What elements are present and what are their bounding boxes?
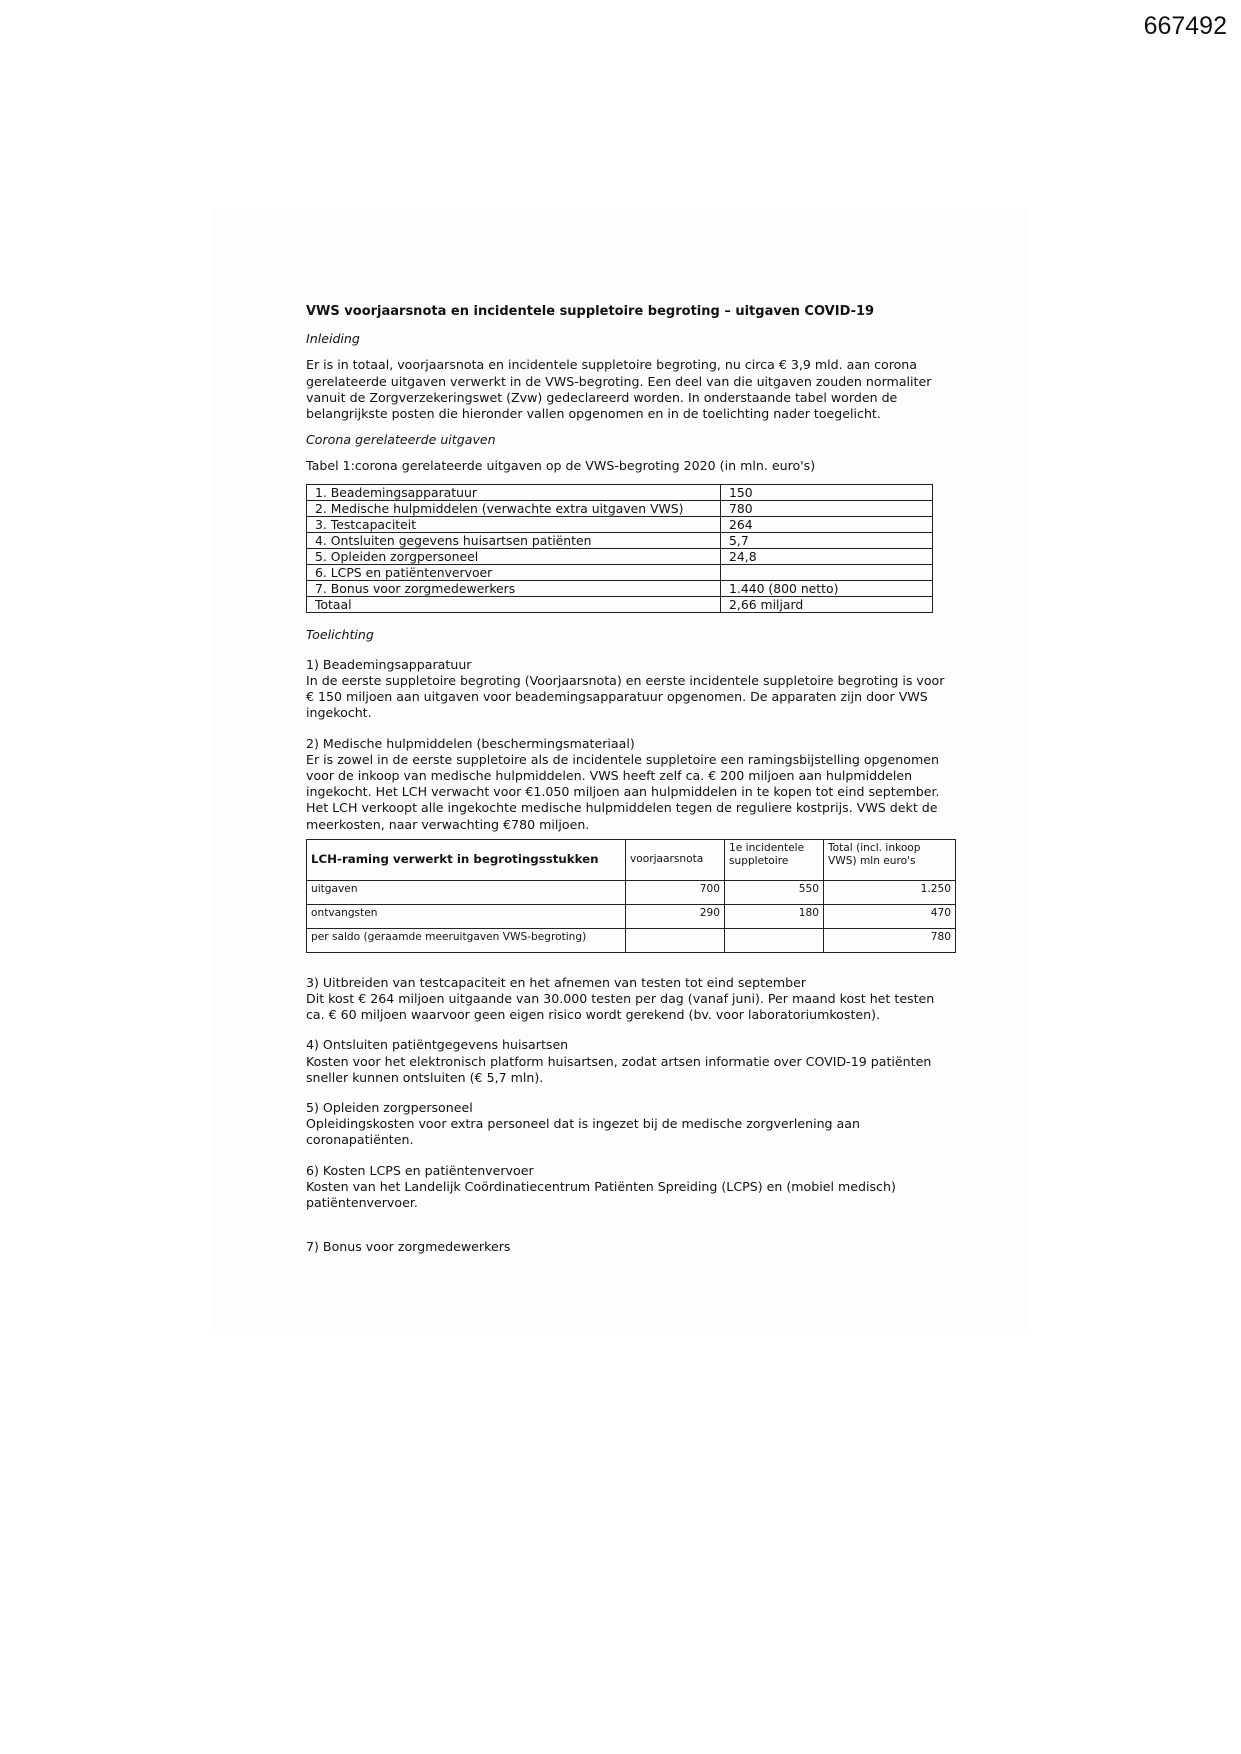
cell-value [626, 928, 725, 952]
row-label: 2. Medische hulpmiddelen (verwachte extra uitgaven VWS) [307, 500, 721, 516]
table-caption: Tabel 1:corona gerelateerde uitgaven op de VWS-begroting 2020 (in mln. euro's) [306, 458, 816, 474]
lch-estimate-table [306, 839, 956, 953]
explanation-item [306, 657, 946, 722]
row-value [721, 564, 933, 580]
table-row [307, 580, 933, 596]
intro-heading: Inleiding [306, 331, 360, 347]
document-body [306, 304, 951, 1270]
table-header-row [307, 839, 956, 880]
item-text: Kosten van het Landelijk Coördinatiecentrum Patiënten Spreiding (LCPS) en (mobiel medisch) patiëntenvervoer. [306, 1178, 896, 1211]
row-label: 5. Opleiden zorgpersoneel [307, 548, 721, 564]
header-col: 1e incidentele suppletoire [725, 839, 824, 880]
row-label: uitgaven [307, 880, 626, 904]
intro-paragraph: Er is in totaal, voorjaarsnota en incidentele suppletoire begroting, nu circa € 3,9 mld. aan corona gerelateerde uitgaven verwerkt in de VWS-begroting. Een deel van die uitgaven zouden normaliter vanuit de Zorgverzekeringswet (Zvw) gedeclareerd worden. In onderstaande tabel worden de belangrijkste posten die hieronder vallen opgenomen en in de toelichting nader toegelicht. [306, 357, 932, 422]
cell-value: 470 [824, 904, 956, 928]
item-title: 3) Uitbreiden van testcapaciteit en het afnemen van testen tot eind september [306, 974, 807, 990]
item-title: 4) Ontsluiten patiëntgegevens huisartsen [306, 1037, 569, 1053]
document-number: 667492 [1143, 12, 1227, 40]
table-row [307, 532, 933, 548]
table-row [307, 904, 956, 928]
table-row [307, 516, 933, 532]
table-row [307, 484, 933, 500]
explanation-item [306, 736, 946, 833]
item-title: 1) Beademingsapparatuur [306, 656, 472, 672]
row-label: per saldo (geraamde meeruitgaven VWS-begroting) [307, 928, 626, 952]
explanation-item [306, 1100, 946, 1149]
item-title: 6) Kosten LCPS en patiëntenvervoer [306, 1162, 534, 1178]
corona-heading: Corona gerelateerde uitgaven [306, 432, 496, 448]
cell-value: 180 [725, 904, 824, 928]
row-value: 2,66 miljard [721, 596, 933, 612]
row-label: ontvangsten [307, 904, 626, 928]
explanation-item [306, 1239, 946, 1255]
explanation-item [306, 1037, 946, 1086]
item-title: 5) Opleiden zorgpersoneel [306, 1100, 473, 1116]
row-value: 1.440 (800 netto) [721, 580, 933, 596]
cell-value: 290 [626, 904, 725, 928]
item-title: 2) Medische hulpmiddelen (beschermingsmateriaal) [306, 735, 635, 751]
row-value: 264 [721, 516, 933, 532]
item-text: Kosten voor het elektronisch platform huisartsen, zodat artsen informatie over COVID-19 patiënten sneller kunnen ontsluiten (€ 5,7 mln). [306, 1053, 932, 1085]
cell-value: 700 [626, 880, 725, 904]
row-label: 6. LCPS en patiëntenvervoer [307, 564, 721, 580]
table-row [307, 880, 956, 904]
table-row [307, 564, 933, 580]
row-value: 150 [721, 484, 933, 500]
row-label: Totaal [307, 596, 721, 612]
row-value: 780 [721, 500, 933, 516]
item-text: Opleidingskosten voor extra personeel dat is ingezet bij de medische zorgverlening aan coronapatiënten. [306, 1116, 860, 1148]
item-text: Dit kost € 264 miljoen uitgaande van 30.000 testen per dag (vanaf juni). Per maand kost het testen ca. € 60 miljoen waarvoor geen eigen risico wordt gerekend (bv. voor laboratoriumkosten). [306, 991, 935, 1023]
table-row [307, 500, 933, 516]
explanation-item [306, 1163, 946, 1212]
explanation-item [306, 975, 946, 1024]
table-row [307, 596, 933, 612]
row-value: 5,7 [721, 532, 933, 548]
document-title: VWS voorjaarsnota en incidentele suppletoire begroting – uitgaven COVID-19 [306, 304, 875, 319]
item-title: 7) Bonus voor zorgmedewerkers [306, 1239, 511, 1255]
table-row [307, 928, 956, 952]
header-label: LCH-raming verwerkt in begrotingsstukken [307, 839, 626, 880]
row-label: 7. Bonus voor zorgmedewerkers [307, 580, 721, 596]
item-text: Er is zowel in de eerste suppletoire als de incidentele suppletoire een ramingsbijstelling opgenomen voor de inkoop van medische hulpmiddelen. VWS heeft zelf ca. € 200 miljoen aan hulpmiddelen ingekocht. Het LCH verwacht voor €1.050 miljoen aan hulpmiddelen in te kopen tot eind september. Het LCH verkoopt alle ingekochte medische hulpmiddelen tegen de reguliere kostprijs. VWS dekt de meerkosten, naar verwachting €780 miljoen. [306, 751, 940, 832]
toelichting-heading: Toelichting [306, 626, 374, 642]
row-label: 3. Testcapaciteit [307, 516, 721, 532]
cell-value: 780 [824, 928, 956, 952]
row-value: 24,8 [721, 548, 933, 564]
row-label: 1. Beademingsapparatuur [307, 484, 721, 500]
table-row [307, 548, 933, 564]
item-text: In de eerste suppletoire begroting (Voorjaarsnota) en eerste incidentele suppletoire begroting is voor € 150 miljoen aan uitgaven voor beademingsapparatuur opgenomen. De apparaten zijn door VWS ingekocht. [306, 673, 945, 721]
cell-value [725, 928, 824, 952]
header-col: Total (incl. inkoop VWS) mln euro's [824, 839, 956, 880]
row-label: 4. Ontsluiten gegevens huisartsen patiënten [307, 532, 721, 548]
corona-expenses-table [306, 484, 933, 613]
cell-value: 1.250 [824, 880, 956, 904]
header-col: voorjaarsnota [626, 839, 725, 880]
cell-value: 550 [725, 880, 824, 904]
